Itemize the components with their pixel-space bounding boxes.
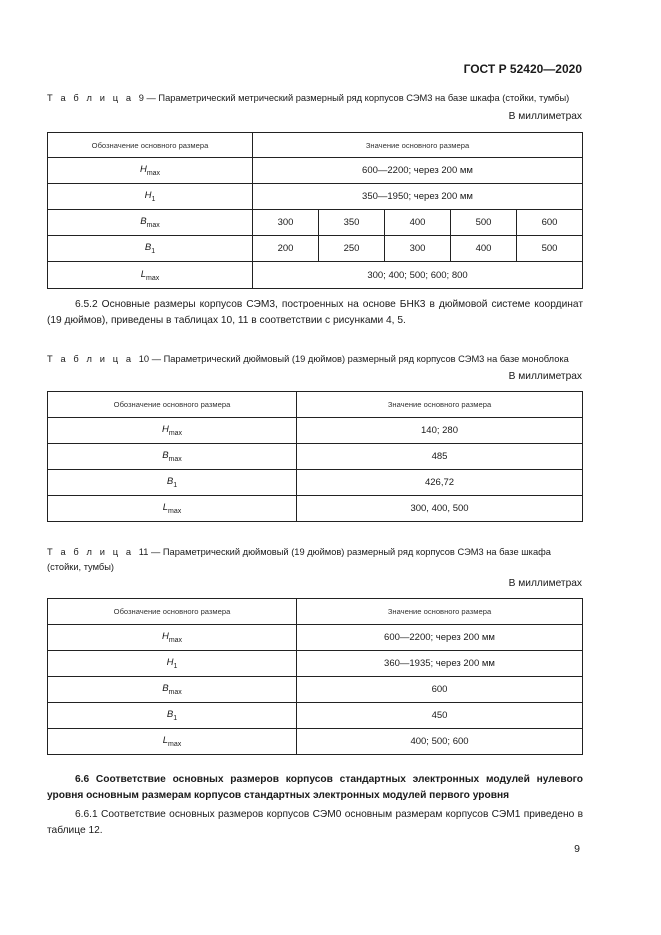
table9-unit: В миллиметрах <box>508 111 582 122</box>
document-code: ГОСТ Р 52420—2020 <box>463 62 582 76</box>
table10-caption <box>47 352 583 367</box>
column-header: Обозначение основного размера <box>48 133 253 158</box>
page-number: 9 <box>574 843 580 855</box>
value-cell: 426,72 <box>297 470 583 496</box>
table11-unit: В миллиметрах <box>508 578 582 589</box>
table11-caption-text: 11 — Параметрический дюймовый (19 дюймов) размерный ряд корпусов СЭМ3 на базе шкафа (стойки, тумбы) <box>47 547 551 572</box>
table-header-row <box>48 133 583 158</box>
table10-unit: В миллиметрах <box>508 371 582 382</box>
value-cell: 500 <box>517 236 583 262</box>
value-cell: 360—1935; через 200 мм <box>297 651 583 677</box>
value-cell: 400 <box>451 236 517 262</box>
paragraph-6-6-1: 6.6.1 Соответствие основных размеров корпусов СЭМ0 основным размерам корпусов СЭМ1 приведено в таблице 12. <box>47 809 583 836</box>
symbol-cell: $L_{max}$ <box>48 729 297 755</box>
column-header: Значение основного размера <box>297 392 583 418</box>
value-cell: 400 <box>385 210 451 236</box>
table11-caption <box>47 545 583 575</box>
symbol-cell: $B_1$ <box>48 703 297 729</box>
table-header-row <box>48 599 583 625</box>
table11-label: Т а б л и ц а <box>47 547 134 557</box>
value-cell: 250 <box>319 236 385 262</box>
table-row <box>48 470 583 496</box>
value-cell: 600 <box>297 677 583 703</box>
paragraph-6-5-2: 6.5.2 Основные размеры корпусов СЭМ3, построенных на основе БНК3 в дюймовой системе координат (19 дюймов), приведены в таблицах 10, 11 в соответствии с рисунками 4, 5. <box>47 299 583 326</box>
value-cell: 450 <box>297 703 583 729</box>
table-row <box>48 158 583 184</box>
table-row <box>48 418 583 444</box>
column-header: Обозначение основного размера <box>48 599 297 625</box>
value-cell: 200 <box>253 236 319 262</box>
table-row <box>48 651 583 677</box>
table-row <box>48 677 583 703</box>
table-row <box>48 262 583 289</box>
table-row <box>48 184 583 210</box>
value-cell: 300 <box>385 236 451 262</box>
symbol-cell: $B_1$ <box>48 470 297 496</box>
symbol-cell: $B_{max}$ <box>48 444 297 470</box>
table10-caption-text: 10 — Параметрический дюймовый (19 дюймов) размерный ряд корпусов СЭМ3 на базе моноблока <box>138 354 569 364</box>
table-row <box>48 236 583 262</box>
table-row <box>48 496 583 522</box>
value-cell: 350 <box>319 210 385 236</box>
symbol-cell: $B_1$ <box>48 236 253 262</box>
value-cell: 485 <box>297 444 583 470</box>
symbol-cell: $H_{max}$ <box>48 418 297 444</box>
table9-caption <box>47 91 583 106</box>
table-row <box>48 210 583 236</box>
table9 <box>47 132 583 289</box>
table9-label: Т а б л и ц а <box>47 93 134 103</box>
value-cell: 600 <box>517 210 583 236</box>
table-row <box>48 729 583 755</box>
table-row <box>48 444 583 470</box>
value-cell: 300; 400; 500; 600; 800 <box>253 262 583 289</box>
symbol-cell: $H_{max}$ <box>48 158 253 184</box>
table-row <box>48 625 583 651</box>
value-cell: 350—1950; через 200 мм <box>253 184 583 210</box>
symbol-cell: $H_1$ <box>48 184 253 210</box>
symbol-cell: $B_{max}$ <box>48 677 297 703</box>
table9-caption-text: 9 — Параметрический метрический размерный ряд корпусов СЭМ3 на базе шкафа (стойки, тумбы) <box>138 93 570 103</box>
symbol-cell: $H_1$ <box>48 651 297 677</box>
symbol-cell: $H_{max}$ <box>48 625 297 651</box>
column-header: Значение основного размера <box>253 133 583 158</box>
column-header: Значение основного размера <box>297 599 583 625</box>
value-cell: 600—2200; через 200 мм <box>253 158 583 184</box>
value-cell: 140; 280 <box>297 418 583 444</box>
value-cell: 300 <box>253 210 319 236</box>
symbol-cell: $B_{max}$ <box>48 210 253 236</box>
value-cell: 600—2200; через 200 мм <box>297 625 583 651</box>
symbol-cell: $L_{max}$ <box>48 262 253 289</box>
table11 <box>47 598 583 755</box>
section-heading-6-6: 6.6 Соответствие основных размеров корпусов стандартных электронных модулей нулевого уровня основным размерам корпусов стандартных электронных модулей первого уровня <box>47 774 583 801</box>
value-cell: 300, 400, 500 <box>297 496 583 522</box>
symbol-cell: $L_{max}$ <box>48 496 297 522</box>
value-cell: 500 <box>451 210 517 236</box>
table10-label: Т а б л и ц а <box>47 354 134 364</box>
table-row <box>48 703 583 729</box>
value-cell: 400; 500; 600 <box>297 729 583 755</box>
table10 <box>47 391 583 522</box>
column-header: Обозначение основного размера <box>48 392 297 418</box>
table-header-row <box>48 392 583 418</box>
